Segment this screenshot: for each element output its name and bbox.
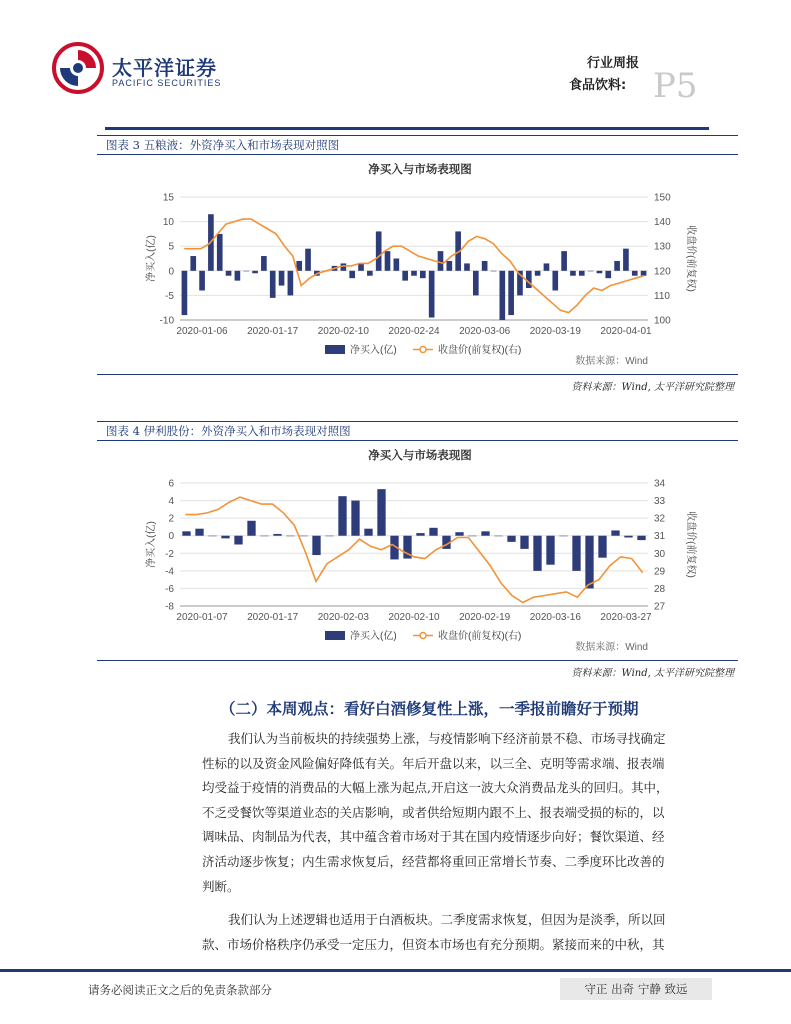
- bar: [252, 271, 258, 273]
- bar: [273, 534, 281, 536]
- paragraph-1: [202, 727, 736, 899]
- bar: [481, 531, 489, 535]
- disclaimer-note: 请务必阅读正文之后的免责条款部分: [88, 983, 272, 997]
- y-axis-label: 净买入(亿): [146, 235, 157, 282]
- y-tick-label: -5: [165, 290, 174, 302]
- bar: [190, 256, 196, 271]
- bar: [482, 261, 488, 271]
- bar: [611, 530, 619, 535]
- bar: [632, 271, 638, 276]
- y2-tick-label: 110: [654, 290, 670, 302]
- bar: [494, 536, 502, 537]
- company-motto: 守正 出奇 宁静 致远: [560, 978, 712, 1000]
- bar: [520, 536, 528, 549]
- x-tick-label: 2020-01-06: [176, 326, 228, 337]
- y-tick-label: 2: [168, 513, 174, 525]
- x-tick-label: 2020-03-16: [529, 612, 581, 623]
- bar: [526, 271, 532, 288]
- figure-4-caption-bar: [97, 421, 738, 441]
- y2-axis-label: 收盘价(前复权): [685, 511, 696, 578]
- pacific-logo-icon: [52, 42, 104, 94]
- data-source-note: 数据来源：Wind: [575, 356, 648, 367]
- bar: [351, 501, 359, 536]
- price-line: [184, 219, 644, 313]
- bar: [570, 271, 576, 276]
- bar: [598, 536, 606, 558]
- y2-tick-label: 120: [654, 266, 671, 278]
- y-tick-label: 0: [168, 266, 174, 278]
- y2-tick-label: 27: [654, 601, 666, 613]
- bar: [429, 271, 435, 318]
- sector-label: 食品饮料:: [569, 78, 627, 93]
- bar: [533, 536, 541, 571]
- bar: [491, 271, 497, 272]
- paragraph-line: 不乏受餐饮等渠道业态的关店影响，或者供给短期内跟不上、报表端受损的标的，以: [202, 804, 665, 820]
- bar: [535, 271, 541, 276]
- bar: [473, 271, 479, 296]
- bar: [385, 251, 391, 271]
- paragraph-2: [202, 908, 736, 957]
- bar: [464, 263, 470, 270]
- y-tick-label: 10: [162, 217, 174, 229]
- bar: [623, 249, 629, 271]
- x-tick-label: 2020-01-07: [176, 612, 228, 623]
- y2-tick-label: 32: [654, 513, 666, 525]
- chart-title: 净买入与市场表现图: [368, 450, 472, 462]
- x-tick-label: 2020-02-10: [317, 326, 369, 337]
- y-tick-label: -8: [165, 601, 174, 613]
- y2-tick-label: 130: [654, 241, 671, 253]
- figure-4-caption: 图表 4 伊利股份：外资净买入和市场表现对照图: [106, 424, 351, 438]
- bar: [507, 536, 515, 542]
- y2-tick-label: 28: [654, 583, 666, 595]
- bar: [561, 251, 567, 271]
- x-tick-label: 2020-03-06: [459, 326, 511, 337]
- bar: [394, 259, 400, 271]
- bar: [579, 271, 585, 276]
- x-tick-label: 2020-04-01: [600, 326, 652, 337]
- x-tick-label: 2020-01-17: [247, 612, 299, 623]
- bar: [585, 536, 593, 589]
- figure-4-bottom-rule: [97, 660, 738, 661]
- footer-divider: [0, 969, 791, 972]
- bar: [305, 249, 311, 271]
- paragraph-line: 我们认为上述逻辑也适用于白酒板块。二季度需求恢复，但因为是淡季，所以回: [228, 912, 666, 927]
- figure-4-source: 资料来源：Wind, 太平洋研究院整理: [571, 668, 734, 679]
- y-tick-label: 5: [168, 241, 174, 253]
- x-tick-label: 2020-01-17: [247, 326, 299, 337]
- y2-tick-label: 100: [654, 315, 671, 327]
- bar: [446, 261, 452, 271]
- bar: [364, 529, 372, 536]
- paragraph-line: 济活动逐步恢复；内生需求恢复后，经营都将重回正常增长节奏、二季度环比改善的: [202, 853, 665, 869]
- paragraph-line: 性标的以及资金风险偏好降低有关。年后开盘以来，以三全、克明等需求端、报表端: [202, 755, 665, 771]
- bar: [243, 271, 249, 272]
- bar: [367, 271, 373, 276]
- bar: [559, 536, 567, 537]
- paragraph-line: 款、市场价格秩序仍承受一定压力，但资本市场也有充分预期。紧接而来的中秋，其: [202, 936, 665, 952]
- legend-bar-swatch: [325, 345, 345, 354]
- bar: [325, 536, 333, 537]
- report-type: 行业周报: [587, 56, 640, 71]
- bar: [338, 496, 346, 536]
- bar: [312, 536, 320, 555]
- bar: [416, 533, 424, 536]
- bar: [376, 231, 382, 270]
- x-tick-label: 2020-03-27: [600, 612, 652, 623]
- legend-line-marker: [420, 633, 426, 639]
- bar: [217, 234, 223, 271]
- bar: [279, 271, 285, 286]
- paragraph-line: 我们认为当前板块的持续强势上涨，与疫情影响下经济前景不稳、市场寻找确定: [228, 731, 666, 746]
- y-tick-label: 6: [168, 478, 174, 490]
- bar: [508, 271, 514, 315]
- bar: [499, 271, 505, 320]
- bar: [572, 536, 580, 571]
- bar: [226, 271, 232, 276]
- bar: [261, 256, 267, 271]
- figure-4-chart: [130, 443, 710, 655]
- brand-name-cn: 太平洋证券: [112, 56, 217, 80]
- bar: [597, 271, 603, 273]
- paragraph-line: 判断。: [202, 878, 240, 894]
- company-logo: [52, 42, 252, 102]
- x-tick-label: 2020-02-03: [317, 612, 369, 623]
- bar: [234, 536, 242, 545]
- data-source-note: 数据来源：Wind: [575, 642, 648, 653]
- y2-tick-label: 29: [654, 566, 666, 578]
- bar: [438, 251, 444, 271]
- bar: [221, 536, 229, 539]
- x-tick-label: 2020-03-19: [529, 326, 581, 337]
- bar: [358, 263, 364, 270]
- legend-bar-label: 净买入(亿): [350, 345, 397, 356]
- legend-line-marker: [420, 347, 426, 353]
- bar: [270, 271, 276, 298]
- y2-tick-label: 140: [654, 217, 671, 229]
- legend-bar-swatch: [325, 631, 345, 640]
- bar: [552, 271, 558, 291]
- x-tick-label: 2020-02-19: [459, 612, 511, 623]
- paragraph-line: 均受益于疫情的消费品的大幅上涨为起点,开启这一波大众消费品龙头的回归。其中，: [202, 780, 669, 796]
- bar: [546, 536, 554, 565]
- x-tick-label: 2020-02-24: [388, 326, 440, 337]
- bar: [208, 536, 216, 537]
- y-tick-label: -10: [159, 315, 174, 327]
- bar: [288, 271, 294, 296]
- y2-tick-label: 31: [654, 531, 666, 543]
- y2-tick-label: 33: [654, 496, 666, 508]
- bar: [429, 528, 437, 536]
- figure-3-caption-bar: [97, 135, 738, 155]
- figure-3-source: 资料来源：Wind, 太平洋研究院整理: [571, 382, 734, 393]
- bar: [605, 271, 611, 278]
- bar: [411, 271, 417, 276]
- header-divider: [105, 127, 709, 130]
- y2-tick-label: 34: [654, 478, 666, 490]
- bar: [299, 536, 307, 537]
- bar: [349, 271, 355, 278]
- bar: [402, 271, 408, 281]
- bar: [614, 261, 620, 271]
- y-tick-label: -2: [165, 548, 174, 560]
- y-axis-label: 净买入(亿): [146, 521, 157, 568]
- y2-tick-label: 30: [654, 548, 666, 560]
- legend-line-label: 收盘价(前复权)(右): [438, 345, 522, 356]
- bar: [637, 536, 645, 540]
- bar: [260, 536, 268, 537]
- y-tick-label: -4: [165, 566, 174, 578]
- figure-3-chart: [130, 157, 710, 369]
- bar: [588, 271, 594, 272]
- paragraph-line: 调味品、肉制品为代表，其中蕴含着市场对于其在国内疫情逐步向好；餐饮渠道、经: [202, 829, 665, 845]
- y-tick-label: 4: [168, 496, 174, 508]
- bar: [195, 529, 203, 536]
- legend-bar-label: 净买入(亿): [350, 631, 397, 642]
- y2-axis-label: 收盘价(前复权): [685, 225, 696, 292]
- legend-line-label: 收盘价(前复权)(右): [438, 631, 522, 642]
- y-tick-label: 0: [168, 531, 174, 543]
- y-tick-label: 15: [162, 192, 174, 204]
- bar: [247, 521, 255, 536]
- x-tick-label: 2020-02-10: [388, 612, 440, 623]
- bar: [641, 271, 647, 276]
- figure-3-bottom-rule: [97, 374, 738, 375]
- section-heading: （二）本周观点：看好白酒修复性上涨，一季报前瞻好于预期: [220, 699, 639, 718]
- bar: [544, 263, 550, 270]
- y-tick-label: -6: [165, 583, 174, 595]
- bar: [182, 271, 188, 315]
- bar: [455, 532, 463, 536]
- bar: [235, 271, 241, 281]
- bar: [420, 271, 426, 278]
- bar: [199, 271, 205, 291]
- bar: [377, 489, 385, 536]
- figure-3-caption: 图表 3 五粮液：外资净买入和市场表现对照图: [106, 138, 340, 152]
- y2-tick-label: 150: [654, 192, 671, 204]
- brand-name-en: PACIFIC SECURITIES: [112, 78, 222, 88]
- bar: [286, 536, 294, 537]
- chart-title: 净买入与市场表现图: [368, 164, 472, 176]
- bar: [624, 536, 632, 538]
- page-number: P5: [653, 66, 698, 106]
- bar: [468, 536, 476, 537]
- bar: [182, 531, 190, 535]
